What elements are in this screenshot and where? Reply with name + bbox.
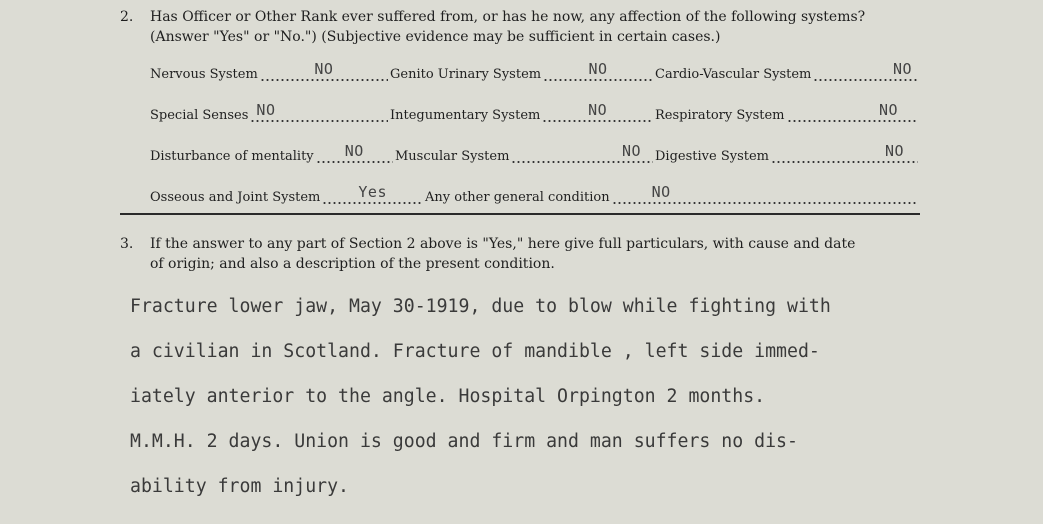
field-label: Digestive System (655, 149, 769, 164)
answer-line[interactable] (543, 60, 653, 82)
section-divider (120, 213, 920, 215)
field-label: Respiratory System (655, 108, 785, 123)
systems-row-1 (150, 60, 920, 82)
section-3-question-line1: If the answer to any part of Section 2 above is "Yes," here give full particulars, with cause and date (150, 236, 856, 252)
section-2-number: 2. (120, 9, 134, 25)
field-muscular-system (395, 142, 655, 164)
field-special-senses (150, 101, 390, 123)
answer-line[interactable] (542, 101, 653, 123)
answer-value: NO (344, 142, 364, 160)
section-3-question-line2: of origin; and also a description of the present condition. (150, 256, 555, 272)
field-label: Integumentary System (390, 108, 541, 123)
answer-line[interactable] (316, 142, 393, 164)
section-2-question (120, 7, 930, 47)
field-respiratory-system (655, 101, 920, 123)
section-2-question-line1: Has Officer or Other Rank ever suffered from, or has he now, any affection of the following systems? (150, 9, 866, 25)
answer-value: NO (651, 183, 671, 201)
field-nervous-system (150, 60, 390, 82)
systems-row-3 (150, 142, 920, 164)
typed-line: M.M.H. 2 days. Union is good and firm and man suffers no dis- (130, 431, 798, 452)
answer-value: NO (892, 60, 912, 78)
typed-line: iately anterior to the angle. Hospital Orpington 2 months. (130, 386, 766, 407)
field-integumentary-system (390, 101, 655, 123)
answer-line[interactable] (322, 183, 423, 205)
systems-row-2 (150, 101, 920, 123)
typed-line: a civilian in Scotland. Fracture of mandible , left side immed- (130, 341, 820, 362)
field-genito-urinary-system (390, 60, 655, 82)
field-label: Muscular System (395, 149, 510, 164)
answer-value: NO (621, 142, 641, 160)
field-label: Cardio-Vascular System (655, 67, 812, 82)
typed-line: ability from injury. (130, 476, 349, 497)
answer-line[interactable] (787, 101, 918, 123)
answer-value: Yes (358, 183, 387, 201)
section-3-number: 3. (120, 236, 134, 252)
field-label: Nervous System (150, 67, 258, 82)
field-digestive-system (655, 142, 920, 164)
answer-line[interactable] (612, 183, 918, 205)
answer-value: NO (588, 101, 608, 119)
field-label: Osseous and Joint System (150, 190, 321, 205)
section-3-question (120, 234, 930, 274)
field-label: Any other general condition (425, 190, 610, 205)
answer-line[interactable] (511, 142, 653, 164)
field-disturbance-of-mentality (150, 142, 395, 164)
answer-line[interactable] (250, 101, 388, 123)
field-any-other-general-condition (425, 183, 920, 205)
answer-value: NO (256, 101, 276, 119)
answer-line[interactable] (771, 142, 918, 164)
typed-line: Fracture lower jaw, May 30-1919, due to blow while fighting with (130, 296, 831, 317)
answer-value: NO (314, 60, 334, 78)
section-2-question-line2: (Answer "Yes" or "No.") (Subjective evidence may be sufficient in certain cases.) (150, 29, 721, 45)
field-osseous-and-joint-system (150, 183, 425, 205)
answer-line[interactable] (260, 60, 388, 82)
field-label: Disturbance of mentality (150, 149, 314, 164)
answer-line[interactable] (813, 60, 918, 82)
systems-row-4 (150, 183, 920, 205)
field-label: Genito Urinary System (390, 67, 542, 82)
field-label: Special Senses (150, 108, 249, 123)
field-cardio-vascular-system (655, 60, 920, 82)
typed-particulars[interactable] (130, 284, 1010, 509)
answer-value: NO (878, 101, 898, 119)
answer-value: NO (588, 60, 608, 78)
answer-value: NO (884, 142, 904, 160)
